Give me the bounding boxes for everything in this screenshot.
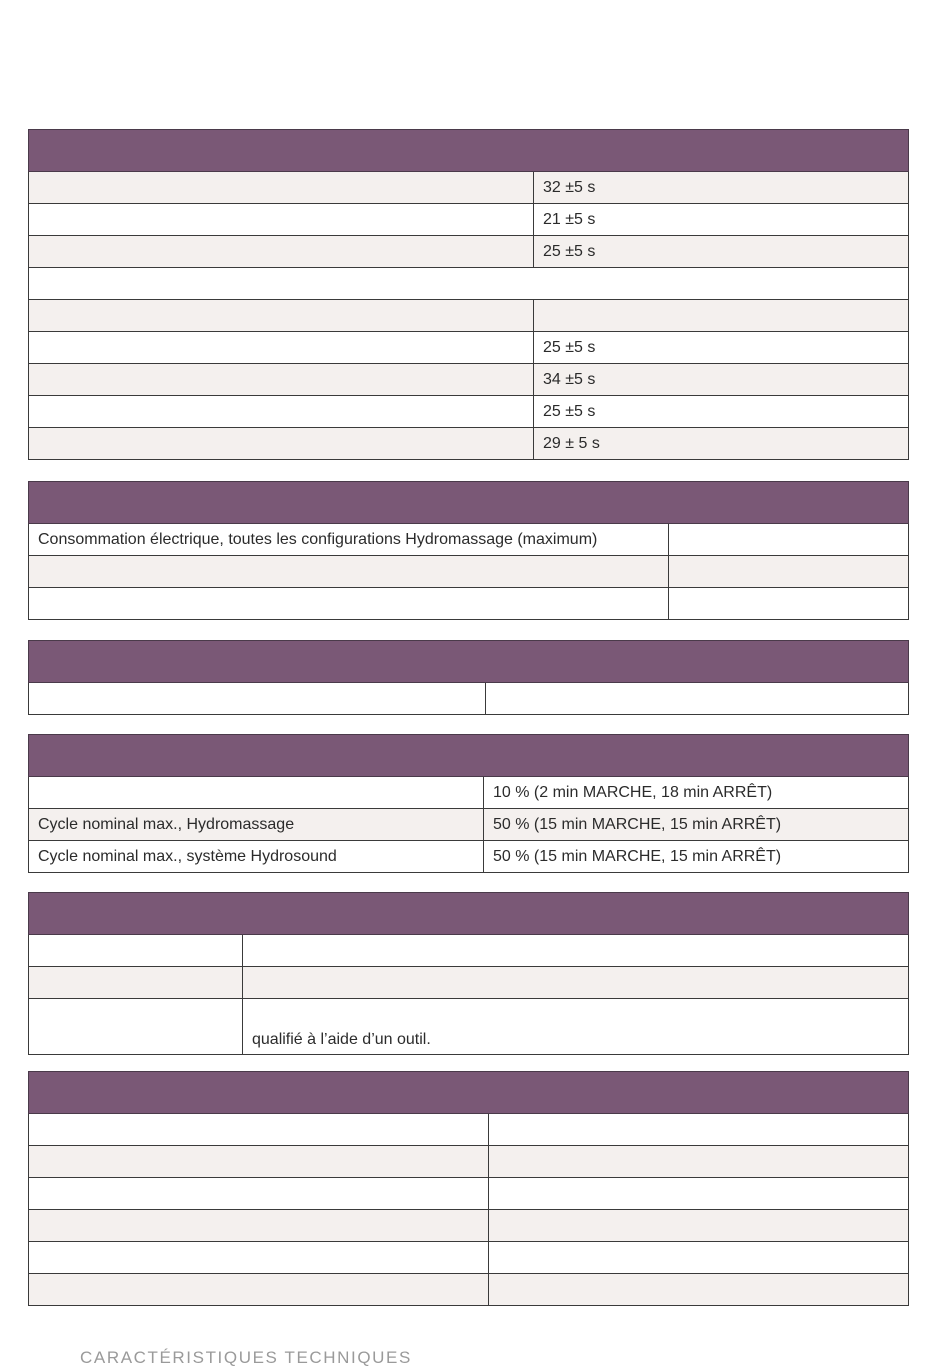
row-label xyxy=(29,967,243,999)
row-value: 25 ±5 s xyxy=(534,236,909,268)
row-label: Consommation électrique, toutes les configurations Hydromassage (maximum) xyxy=(29,524,669,556)
table-header-cell xyxy=(29,641,909,683)
table-row xyxy=(29,396,909,428)
row-value: 21 ±5 s xyxy=(534,204,909,236)
row-label: Cycle nominal max., Hydromassage xyxy=(29,809,484,841)
row-value xyxy=(489,1146,909,1178)
table-row xyxy=(29,172,909,204)
row-value xyxy=(486,683,909,715)
table-row-full xyxy=(29,268,909,300)
table-row xyxy=(29,1114,909,1146)
row-value xyxy=(669,556,909,588)
row-label xyxy=(29,683,486,715)
table-row xyxy=(29,841,909,873)
row-value: 50 % (15 min MARCHE, 15 min ARRÊT) xyxy=(484,809,909,841)
row-value xyxy=(489,1210,909,1242)
spec-table-3 xyxy=(28,640,909,715)
row-label xyxy=(29,1178,489,1210)
row-label xyxy=(29,588,669,620)
spec-table-duty-cycle xyxy=(28,734,909,873)
row-label xyxy=(29,364,534,396)
table-row xyxy=(29,1178,909,1210)
row-label: Cycle nominal max., système Hydrosound xyxy=(29,841,484,873)
table-row xyxy=(29,300,909,332)
row-label xyxy=(29,1146,489,1178)
table-row xyxy=(29,204,909,236)
row-value xyxy=(489,1242,909,1274)
spec-table-6 xyxy=(28,1071,909,1306)
table-row xyxy=(29,524,909,556)
row-label xyxy=(29,268,909,300)
table-row xyxy=(29,428,909,460)
table-row xyxy=(29,332,909,364)
table-row xyxy=(29,1274,909,1306)
row-value xyxy=(489,1274,909,1306)
table-row xyxy=(29,364,909,396)
row-label xyxy=(29,332,534,364)
table-header-cell xyxy=(29,130,909,172)
row-label xyxy=(29,556,669,588)
row-value: 29 ± 5 s xyxy=(534,428,909,460)
table-row xyxy=(29,935,909,967)
row-value xyxy=(489,1114,909,1146)
row-label xyxy=(29,1242,489,1274)
row-label xyxy=(29,1114,489,1146)
row-label xyxy=(29,935,243,967)
table-row xyxy=(29,1210,909,1242)
table-header xyxy=(29,482,909,524)
row-value: 50 % (15 min MARCHE, 15 min ARRÊT) xyxy=(484,841,909,873)
table-header xyxy=(29,1072,909,1114)
row-value: 32 ±5 s xyxy=(534,172,909,204)
spec-table-5 xyxy=(28,892,909,1055)
table-header-cell xyxy=(29,893,909,935)
table-row xyxy=(29,967,909,999)
table-header xyxy=(29,735,909,777)
row-value xyxy=(243,935,909,967)
row-label xyxy=(29,777,484,809)
row-value: 25 ±5 s xyxy=(534,332,909,364)
row-value xyxy=(489,1178,909,1210)
row-label xyxy=(29,428,534,460)
row-label xyxy=(29,1210,489,1242)
row-value xyxy=(669,588,909,620)
table-header-cell xyxy=(29,1072,909,1114)
table-header xyxy=(29,130,909,172)
row-value: qualifié à l’aide d’un outil. xyxy=(243,999,909,1055)
table-row xyxy=(29,999,909,1055)
row-label xyxy=(29,1274,489,1306)
table-header xyxy=(29,893,909,935)
table-row xyxy=(29,1242,909,1274)
table-row xyxy=(29,809,909,841)
row-label xyxy=(29,300,534,332)
row-value: 34 ±5 s xyxy=(534,364,909,396)
row-value: 10 % (2 min MARCHE, 18 min ARRÊT) xyxy=(484,777,909,809)
spec-table-timings xyxy=(28,129,909,460)
row-value: 25 ±5 s xyxy=(534,396,909,428)
table-header-cell xyxy=(29,482,909,524)
row-value xyxy=(669,524,909,556)
table-row xyxy=(29,588,909,620)
row-value xyxy=(243,967,909,999)
spec-table-power xyxy=(28,481,909,620)
table-row xyxy=(29,1146,909,1178)
page-footer-section-title: CARACTÉRISTIQUES TECHNIQUES xyxy=(80,1348,412,1367)
row-label xyxy=(29,236,534,268)
row-value xyxy=(534,300,909,332)
table-row xyxy=(29,236,909,268)
table-row xyxy=(29,683,909,715)
row-label xyxy=(29,172,534,204)
table-header-cell xyxy=(29,735,909,777)
row-label xyxy=(29,204,534,236)
row-label xyxy=(29,396,534,428)
row-label xyxy=(29,999,243,1055)
table-row xyxy=(29,556,909,588)
table-row xyxy=(29,777,909,809)
table-header xyxy=(29,641,909,683)
